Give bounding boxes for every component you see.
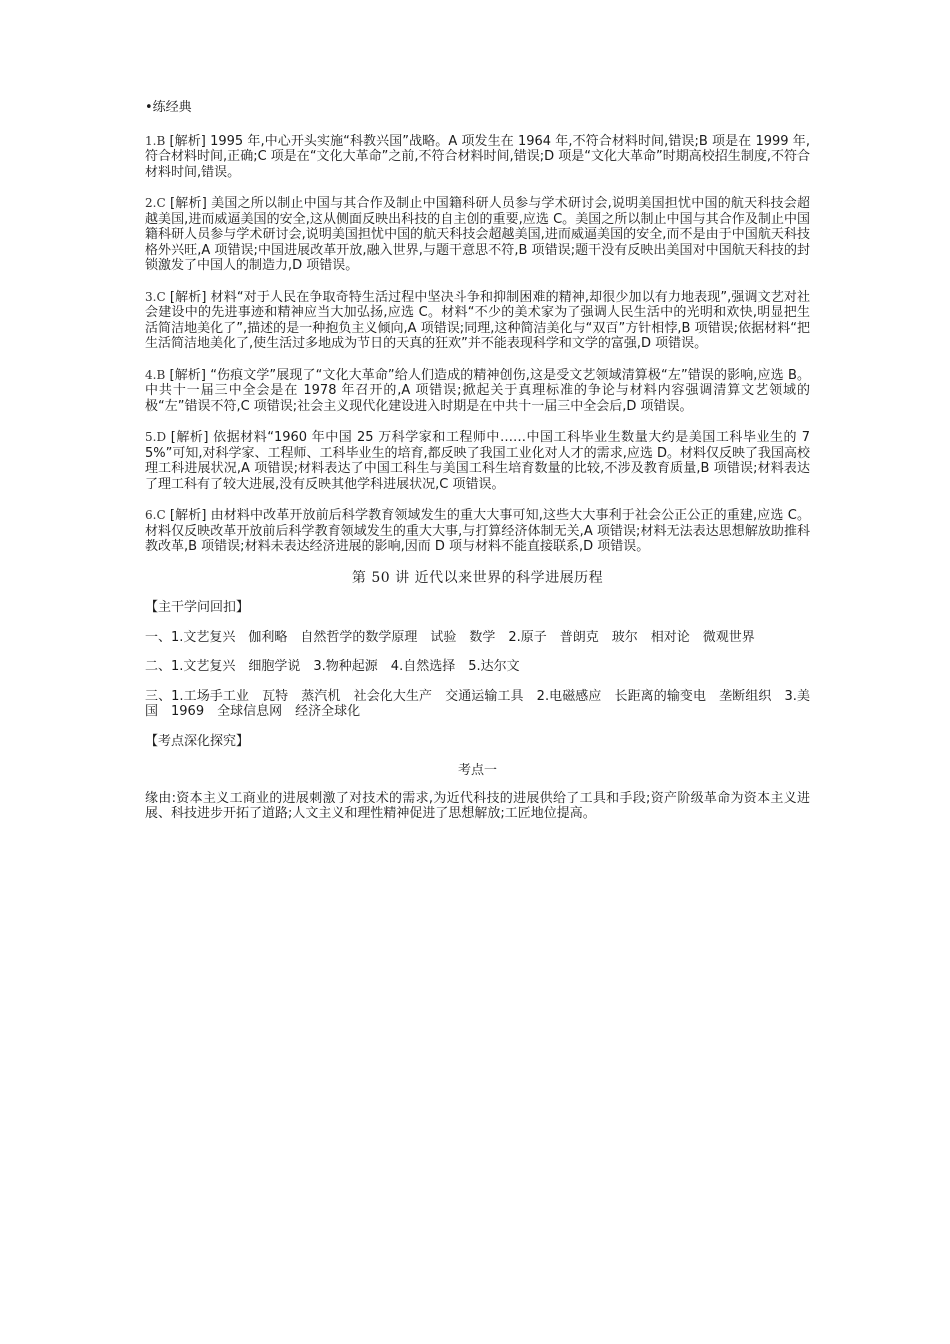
answer-paragraph (145, 134, 810, 181)
review-item: 三、1.工场手工业 瓦特 蒸汽机 社会化大生产 交通运输工具 2.电磁感应 长距离的输变电 垄断组织 3.美国 1969 全球信息网 经济全球化 (145, 688, 810, 719)
document-content (145, 100, 810, 838)
review-item: 二、1.文艺复兴 细胞学说 3.物种起源 4.自然选择 5.达尔文 (145, 659, 520, 674)
answer-number: 2.C (145, 196, 166, 210)
review-label: 【主干学问回扣】 (145, 600, 250, 615)
answer-text: [解析] 1995 年,中心开头实施“科教兴国”战略。A 项发生在 1964 年,不符合材料时间,错误;B 项是在 1999 年,符合材料时间,正确;C 项是在“文化大革命”之前,不符合材料时间,错误;D 项是“文化大革命”时期高校招生制度,不符合材料时间,错误。 (145, 133, 810, 180)
answer-number: 6.C (145, 508, 166, 522)
review-item: 一、1.文艺复兴 伽利略 自然哲学的数学原理 试验 数学 2.原子 普朗克 玻尔 相对论 微观世界 (145, 629, 755, 645)
answer-number: 4.B (145, 367, 166, 382)
answer-paragraph (145, 430, 810, 492)
answer-text: [解析] 美国之所以制止中国与其合作及制止中国籍科研人员参与学术研讨会,说明美国担忧中国的航天科技会超越美国,进而威逼美国的安全,这从侧面反映出科技的自主创的重要,应选 C。美国之所以制止中国与其合作及制止中国籍科研人员参与学术研讨会,说明美国担忧中国的航天科技会超越美国,进而威逼美国的安全,而不是由于中国航天科技格外兴旺,A 项错误;中国进展改革开放,融入世界,与题干意思不符,B 项错误;题干没有反映出美国对中国航天科技的封锁激发了中国人的制造力,D 项错误。 (145, 196, 810, 273)
answer-text: [解析] 由材料中改革开放前后科学教育领域发生的重大大事可知,这些大大事利于社会公正公正的重建,应选 C。材料仅反映改革开放前后科学教育领域发生的重大大事,与打算经济体制无关,A 项错误;材料无法表达思想解放助推科教改革,B 项错误;材料未表达经济进展的影响,因而 D 项与材料不能直接联系,D 项错误。 (145, 508, 810, 554)
answer-paragraph (145, 508, 810, 555)
exam-point-text: 缘由:资本主义工商业的进展刺激了对技术的需求,为近代科技的进展供给了工具和手段;资产阶级革命为资本主义进展、科技进步开拓了道路;人文主义和理性精神促进了思想解放;工匠地位提高。 (145, 790, 810, 821)
answer-number: 1.B (145, 133, 166, 148)
answer-paragraph (145, 368, 810, 415)
answer-number: 3.C (145, 289, 166, 304)
deep-label: 【考点深化探究】 (145, 733, 250, 749)
exam-point-title: 考点一 (457, 763, 497, 778)
section-heading: •练经典 (145, 100, 192, 115)
lecture-title: 第 50 讲 近代以来世界的科学进展历程 (351, 569, 604, 586)
answer-paragraph (145, 290, 810, 352)
answer-text: [解析] 材料“对于人民在争取奇特生活过程中坚决斗争和抑制困难的精神,却很少加以有力地表现”,强调文艺对社会建设中的先进事迹和精神应当大加弘扬,应选 C。材料“不少的美术家为了强调人民生活中的光明和欢快,明显把生活简洁地美化了”,描述的是一种抱负主义倾向,A 项错误;同理,这种简洁美化与“双百”方针相悖,B 项错误;依据材料“把生活简洁地美化了,使生活过多地成为节日的天真的狂欢”并不能表现科学和文学的富强,D 项错误。 (145, 289, 810, 351)
answer-text: [解析] 依据材料“1960 年中国 25 万科学家和工程师中……中国工科毕业生数量大约是美国工科毕业生的 75%”可知,对科学家、工程师、工科毕业生的培育,都反映了我国工业化对人才的需求,应选 D。材料仅反映了我国高校理工科进展状况,A 项错误;材料表达了中国工科生与美国工科生培育数量的比较,不涉及教育质量,B 项错误;材料表达了理工科有了较大进展,没有反映其他学科进展状况,C 项错误。 (145, 430, 810, 492)
answer-text: [解析] “伤痕文学”展现了“文化大革命”给人们造成的精神创伤,这是受文艺领域清算极“左”错误的影响,应选 B。中共十一届三中全会是在 1978 年召开的,A 项错误;掀起关于真理标准的争论与材料内容强调清算文艺领域的极“左”错误不符,C 项错误;社会主义现代化建设进入时期是在中共十一届三中全会后,D 项错误。 (145, 367, 810, 414)
answer-number: 5.D (145, 430, 167, 444)
answer-paragraph (145, 196, 810, 274)
